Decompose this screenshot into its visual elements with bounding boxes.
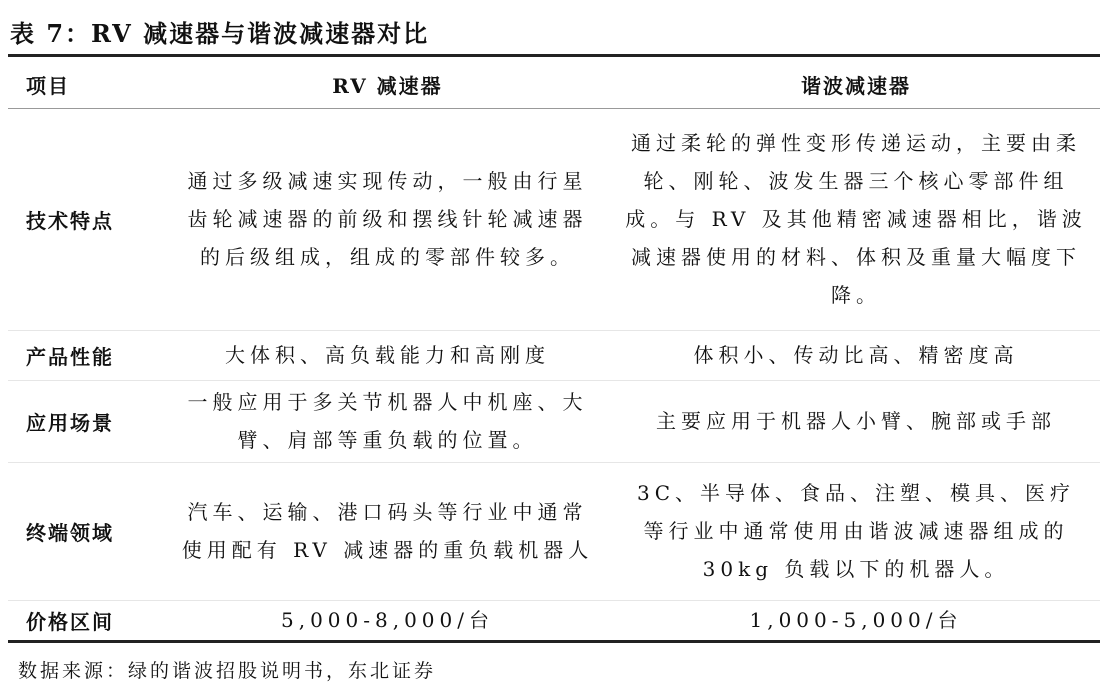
rv-cell — [165, 600, 610, 640]
cell-line: 的后级组成，组成的零部件较多。 — [200, 245, 575, 269]
cell-line: 通过多级减速实现传动，一般由行星 — [187, 169, 588, 193]
cell-line: 降。 — [831, 283, 881, 307]
bottom-rule — [8, 640, 1100, 643]
harmonic-cell — [612, 600, 1100, 640]
row-label: 终端领域 — [26, 520, 114, 545]
cell-line: 体积小、传动比高、精密度高 — [693, 343, 1019, 367]
cell-line: 30kg 负载以下的机器人。 — [702, 557, 1010, 581]
harmonic-cell — [612, 108, 1100, 330]
row-label: 应用场景 — [26, 410, 114, 435]
cell-line: 成。与 RV 及其他精密减速器相比，谐波 — [625, 207, 1087, 231]
cell-line: 齿轮减速器的前级和摆线针轮减速器 — [187, 207, 588, 231]
cell-line: 减速器使用的材料、体积及重量大幅度下 — [631, 245, 1081, 269]
harmonic-cell — [612, 462, 1100, 600]
harmonic-cell — [612, 380, 1100, 462]
rv-cell — [165, 380, 610, 462]
cell-line: 轮、刚轮、波发生器三个核心零部件组 — [643, 169, 1069, 193]
cell-line: 3C、半导体、食品、注塑、模具、医疗 — [636, 481, 1076, 505]
cell-line: 汽车、运输、港口码头等行业中通常 — [187, 500, 588, 524]
cell-line: 通过柔轮的弹性变形传递运动，主要由柔 — [631, 131, 1081, 155]
harmonic-cell — [612, 330, 1100, 380]
cell-line: 大体积、高负载能力和高刚度 — [225, 343, 550, 367]
row-label: 价格区间 — [26, 609, 114, 634]
header-harmonic: 谐波减速器 — [801, 73, 911, 98]
cell-line: 使用配有 RV 减速器的重负载机器人 — [181, 538, 594, 562]
source-note: 数据来源：绿的谐波招股说明书，东北证券 — [18, 660, 437, 682]
rv-cell — [165, 108, 610, 330]
row-label: 产品性能 — [26, 344, 114, 369]
row-label: 技术特点 — [26, 208, 114, 233]
cell-line: 5,000-8,000/台 — [280, 608, 494, 632]
table-title: 表 7：RV 减速器与谐波减速器对比 — [10, 19, 430, 48]
header-item: 项目 — [26, 73, 70, 98]
rv-cell — [165, 462, 610, 600]
header-rv: RV 减速器 — [332, 73, 443, 98]
cell-line: 等行业中通常使用由谐波减速器组成的 — [643, 519, 1069, 543]
cell-line: 一般应用于多关节机器人中机座、大 — [187, 390, 588, 414]
cell-line: 主要应用于机器人小臂、腕部或手部 — [656, 409, 1056, 433]
cell-line: 1,000-5,000/台 — [749, 608, 963, 632]
cell-line: 臂、肩部等重负载的位置。 — [237, 428, 538, 452]
top-rule — [8, 54, 1100, 57]
rv-cell — [165, 330, 610, 380]
